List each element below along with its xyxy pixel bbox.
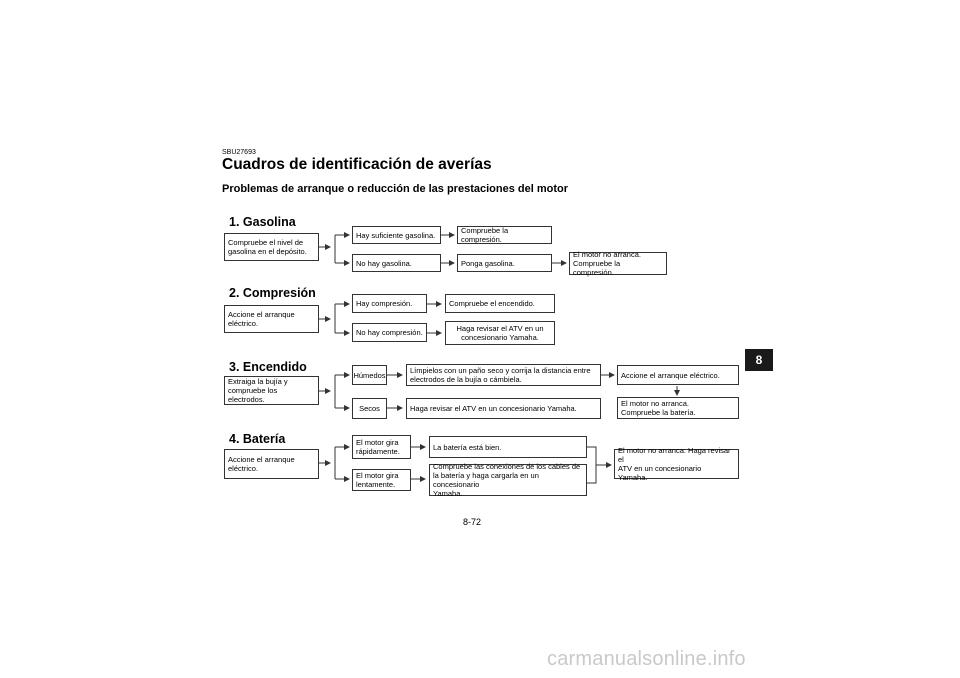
encendido-wet-next: Accione el arranque eléctrico. <box>617 365 739 385</box>
page-title: Cuadros de identificación de averías <box>222 156 492 173</box>
compresion-yes-action: Compruebe el encendido. <box>445 294 555 313</box>
gasolina-no-result: El motor no arranca. Compruebe la compresión. <box>569 252 667 275</box>
watermark: carmanualsonline.info <box>547 648 746 670</box>
gasolina-yes-action: Compruebe la compresión. <box>457 226 552 244</box>
compresion-no-action: Haga revisar el ATV en un concesionario Yamaha. <box>445 321 555 345</box>
section-heading-bateria: 4. Batería <box>229 432 286 446</box>
encendido-branch-dry: Secos <box>352 398 387 419</box>
encendido-wet-action: Límpielos con un paño seco y corrija la distancia entre electrodos de la bujía o cámbiela. <box>406 364 601 386</box>
gasolina-start-box: Compruebe el nivel de gasolina en el depósito. <box>224 233 319 261</box>
bateria-fast-action: La batería está bien. <box>429 436 587 458</box>
encendido-branch-wet: Húmedos <box>352 365 387 385</box>
encendido-dry-action: Haga revisar el ATV en un concesionario Yamaha. <box>406 398 601 419</box>
chapter-tab: 8 <box>745 349 773 371</box>
bateria-start-box: Accione el arranque eléctrico. <box>224 449 319 479</box>
page-subtitle: Problemas de arranque o reducción de las prestaciones del motor <box>222 183 568 195</box>
compresion-branch-yes: Hay compresión. <box>352 294 427 313</box>
bateria-result: El motor no arranca. Haga revisar el ATV en un concesionario Yamaha. <box>614 449 739 479</box>
gasolina-branch-yes: Hay suficiente gasolina. <box>352 226 441 244</box>
bateria-slow-action: Compruebe las conexiones de los cables de la batería y haga cargarla en un concesionario Yamaha. <box>429 464 587 496</box>
compresion-branch-no: No hay compresión. <box>352 323 427 342</box>
page-number: 8-72 <box>463 517 482 527</box>
gasolina-branch-no: No hay gasolina. <box>352 254 441 272</box>
section-heading-encendido: 3. Encendido <box>229 360 307 374</box>
reference-code: SBU27693 <box>222 149 256 156</box>
section-heading-compresion: 2. Compresión <box>229 286 316 300</box>
bateria-branch-slow: El motor gira lentamente. <box>352 469 411 491</box>
gasolina-no-action: Ponga gasolina. <box>457 254 552 272</box>
encendido-wet-result: El motor no arranca. Compruebe la batería. <box>617 397 739 419</box>
section-heading-gasolina: 1. Gasolina <box>229 215 296 229</box>
bateria-branch-fast: El motor gira rápidamente. <box>352 435 411 459</box>
compresion-start-box: Accione el arranque eléctrico. <box>224 305 319 333</box>
encendido-start-box: Extraiga la bujía y compruebe los electrodos. <box>224 376 319 405</box>
